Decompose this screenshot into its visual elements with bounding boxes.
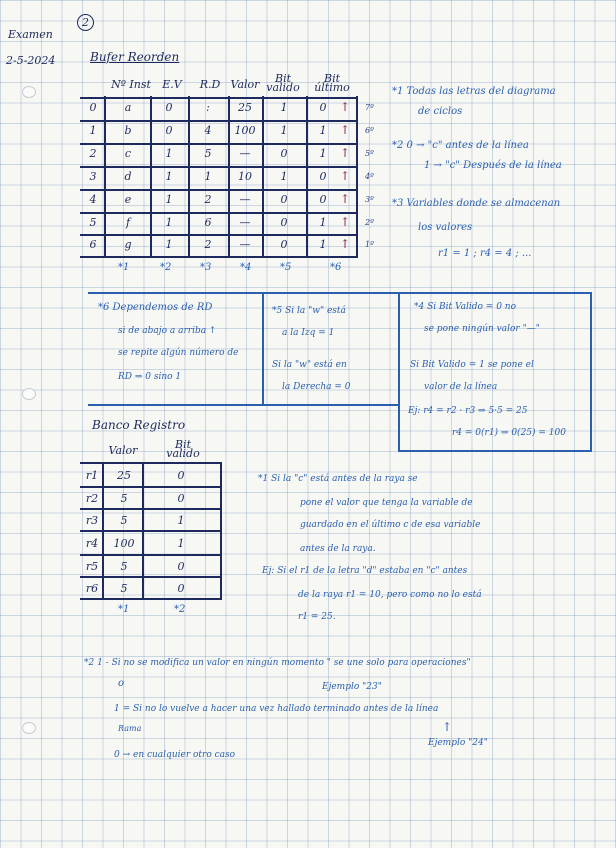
cell-rd: 4 xyxy=(204,124,212,137)
cell-ev: 0 xyxy=(165,101,173,114)
table-rule xyxy=(80,234,358,236)
reg-name: r6 xyxy=(85,582,99,595)
cell-bit-ultimo: 0 xyxy=(319,193,327,206)
binder-hole xyxy=(22,86,36,98)
table-rule xyxy=(80,554,222,556)
col-header: Bit valido xyxy=(166,438,200,460)
reg-bit-valido: 0 xyxy=(177,560,185,573)
cell-inst: e xyxy=(124,193,132,206)
note-line: *1 Si la "c" está antes de la raya se xyxy=(258,474,418,484)
note-line: *1 Todas las letras del diagrama xyxy=(392,86,556,97)
column-footnote: *2 xyxy=(174,604,186,615)
arrow-order-label: 7º xyxy=(365,103,374,112)
reg-valor: 5 xyxy=(120,560,128,573)
col-header: E.V xyxy=(162,78,182,91)
cell-inst: b xyxy=(124,124,132,137)
arrow-order-label: 6º xyxy=(365,126,374,135)
table-rule xyxy=(80,166,358,168)
cell-rd: 1 xyxy=(204,170,212,183)
note-line: *4 Si Bit Valido = 0 no xyxy=(414,302,517,312)
note-line: 1 → "c" Después de la línea xyxy=(424,160,562,171)
table-rule xyxy=(80,189,358,191)
table-rule xyxy=(80,530,222,532)
up-arrow-icon: ↑ xyxy=(340,100,351,114)
binder-hole xyxy=(22,388,36,400)
col-header: Bit último xyxy=(314,72,350,94)
arrow-order-label: 4º xyxy=(365,172,374,181)
table-rule xyxy=(80,143,358,145)
header-title: Examen xyxy=(8,28,53,41)
cell-bit-valido: 1 xyxy=(280,170,288,183)
cell-bit-ultimo: 0 xyxy=(319,101,327,114)
arrow-order-label: 1º xyxy=(365,240,374,249)
row-index: 6 xyxy=(89,238,97,251)
arrow-order-label: 2º xyxy=(365,218,374,227)
note-line: 0 → en cualquier otro caso xyxy=(114,750,236,760)
note-line: *5 Si la "w" está xyxy=(272,306,346,316)
note-line: valor de la línea xyxy=(424,382,498,392)
row-index: 2 xyxy=(89,147,97,160)
note-line: a la Izq = 1 xyxy=(282,328,335,338)
note-line: de la raya r1 = 10, pero como no lo está xyxy=(298,590,482,600)
box-rule xyxy=(88,404,398,406)
row-index: 3 xyxy=(89,170,97,183)
note-line: pone el valor que tenga la variable de xyxy=(300,498,473,508)
banco-title: Banco Registro xyxy=(92,418,186,432)
cell-rd: 2 xyxy=(204,238,212,251)
reg-valor: 5 xyxy=(120,582,128,595)
cell-bit-valido: 1 xyxy=(280,101,288,114)
box-rule xyxy=(590,292,592,452)
cell-inst: c xyxy=(124,147,132,160)
table-rule xyxy=(80,212,358,214)
cell-valor: 100 xyxy=(234,124,256,137)
cell-rd: 6 xyxy=(204,216,212,229)
column-footnote: *5 xyxy=(280,262,292,273)
col-header: Nº Inst xyxy=(111,78,151,91)
note-line: r1 = 1 ; r4 = 4 ; ... xyxy=(438,248,532,259)
up-arrow-icon: ↑ xyxy=(340,237,351,251)
page-number: 2 xyxy=(77,14,94,31)
reg-name: r4 xyxy=(85,537,99,550)
arrow-order-label: 3º xyxy=(365,195,374,204)
header-date: 2-5-2024 xyxy=(6,54,56,67)
note-line: Ej: Si el r1 de la letra "d" estaba en "c" antes xyxy=(262,566,468,576)
reg-bit-valido: 0 xyxy=(177,469,185,482)
note-line: los valores xyxy=(418,222,473,233)
col-header: Valor xyxy=(108,444,138,457)
column-footnote: *1 xyxy=(118,604,130,615)
cell-bit-ultimo: 1 xyxy=(319,124,327,137)
example-label: Ejemplo "24" xyxy=(428,738,488,748)
note-line: antes de la raya. xyxy=(300,544,376,554)
column-footnote: *2 xyxy=(160,262,172,273)
up-arrow-icon: ↑ xyxy=(340,146,351,160)
table-rule xyxy=(80,486,222,488)
note-line: *6 Dependemos de RD xyxy=(98,302,213,313)
example-label: Ejemplo "23" xyxy=(322,682,382,692)
column-footnote: *4 xyxy=(240,262,252,273)
table-rule xyxy=(80,598,222,600)
buffer-title: Bufer Reorden xyxy=(90,50,180,64)
column-footnote: *3 xyxy=(200,262,212,273)
reg-valor: 100 xyxy=(113,537,135,550)
cell-bit-valido: 0 xyxy=(280,193,288,206)
note-line: *2 0 → "c" antes de la línea xyxy=(392,140,529,151)
up-arrow-icon: ↑ xyxy=(340,215,351,229)
binder-hole xyxy=(22,722,36,734)
reg-name: r3 xyxy=(85,514,99,527)
reg-valor: 5 xyxy=(120,514,128,527)
cell-valor: — xyxy=(239,147,251,160)
cell-ev: 1 xyxy=(165,238,173,251)
note-line: Si la "w" está en xyxy=(272,360,347,370)
note-line: r4 = 0(r1) ⇒ 0(25) = 100 xyxy=(452,428,566,438)
up-arrow-icon: ↑ xyxy=(340,169,351,183)
col-header: R.D xyxy=(199,78,221,91)
note-line: Rama xyxy=(118,724,142,733)
box-rule xyxy=(88,292,592,294)
cell-rd: 5 xyxy=(204,147,212,160)
cell-bit-ultimo: 1 xyxy=(319,238,327,251)
table-rule xyxy=(80,256,358,258)
box-rule xyxy=(398,450,591,452)
note-line: Si Bit Valido = 1 se pone el xyxy=(410,360,534,370)
cell-bit-ultimo: 1 xyxy=(319,147,327,160)
table-rule xyxy=(80,508,222,510)
column-footnote: *1 xyxy=(118,262,130,273)
reg-valor: 25 xyxy=(117,469,131,482)
note-line: RD ⇒ 0 sino 1 xyxy=(118,372,182,382)
row-index: 5 xyxy=(89,216,97,229)
up-arrow-icon: ↑ xyxy=(340,123,351,137)
reg-bit-valido: 0 xyxy=(177,582,185,595)
up-arrow-icon: ↑ xyxy=(340,192,351,206)
cell-valor: — xyxy=(239,193,251,206)
note-line: guardado en el último c de esa variable xyxy=(300,520,481,530)
note-line: de ciclos xyxy=(418,106,463,117)
note-line: 1 = Si no lo vuelve a hacer una vez hallado terminado antes de la línea xyxy=(114,704,439,714)
cell-ev: 0 xyxy=(165,124,173,137)
note-line: r1 = 25. xyxy=(298,612,336,622)
up-arrow-icon: ↑ xyxy=(442,720,453,734)
row-index: 0 xyxy=(89,101,97,114)
reg-bit-valido: 1 xyxy=(177,537,185,550)
cell-valor: — xyxy=(239,238,251,251)
cell-ev: 1 xyxy=(165,193,173,206)
cell-inst: g xyxy=(124,238,132,251)
reg-name: r2 xyxy=(85,492,99,505)
reg-name: r1 xyxy=(85,469,99,482)
column-footnote: *6 xyxy=(330,262,342,273)
cell-ev: 1 xyxy=(165,147,173,160)
table-rule xyxy=(80,97,358,99)
cell-bit-valido: 0 xyxy=(280,238,288,251)
cell-bit-ultimo: 0 xyxy=(319,170,327,183)
note-line: o xyxy=(118,678,125,689)
note-line: *2 1 - Si no se modifica un valor en ningún momento " se une solo para operaciones" xyxy=(84,658,471,668)
table-rule xyxy=(80,120,358,122)
cell-ev: 1 xyxy=(165,170,173,183)
note-line: se repite algún número de xyxy=(118,348,239,358)
cell-bit-ultimo: 1 xyxy=(319,216,327,229)
cell-rd: 2 xyxy=(204,193,212,206)
note-line: *3 Variables donde se almacenan xyxy=(392,198,561,209)
note-line: la Derecha = 0 xyxy=(282,382,351,392)
cell-inst: a xyxy=(124,101,132,114)
note-line: Ej: r4 = r2 · r3 ⇒ 5·5 = 25 xyxy=(408,406,528,416)
col-header: Bit valido xyxy=(266,72,300,94)
reg-name: r5 xyxy=(85,560,99,573)
cell-bit-valido: 0 xyxy=(280,147,288,160)
note-line: se pone ningún valor "—" xyxy=(424,324,540,334)
note-line: si de abajo a arriba ↑ xyxy=(118,326,217,336)
row-index: 4 xyxy=(89,193,97,206)
table-rule xyxy=(80,576,222,578)
arrow-order-label: 5º xyxy=(365,149,374,158)
cell-bit-valido: 0 xyxy=(280,216,288,229)
box-rule xyxy=(262,292,264,404)
cell-bit-valido: 1 xyxy=(280,124,288,137)
cell-rd: : xyxy=(206,101,210,114)
reg-bit-valido: 1 xyxy=(177,514,185,527)
cell-ev: 1 xyxy=(165,216,173,229)
reg-valor: 5 xyxy=(120,492,128,505)
cell-valor: 25 xyxy=(238,101,252,114)
cell-valor: — xyxy=(239,216,251,229)
box-rule xyxy=(398,292,400,452)
cell-inst: d xyxy=(124,170,132,183)
row-index: 1 xyxy=(89,124,97,137)
cell-valor: 10 xyxy=(238,170,252,183)
cell-inst: f xyxy=(125,216,131,229)
col-header: Valor xyxy=(230,78,260,91)
reg-bit-valido: 0 xyxy=(177,492,185,505)
